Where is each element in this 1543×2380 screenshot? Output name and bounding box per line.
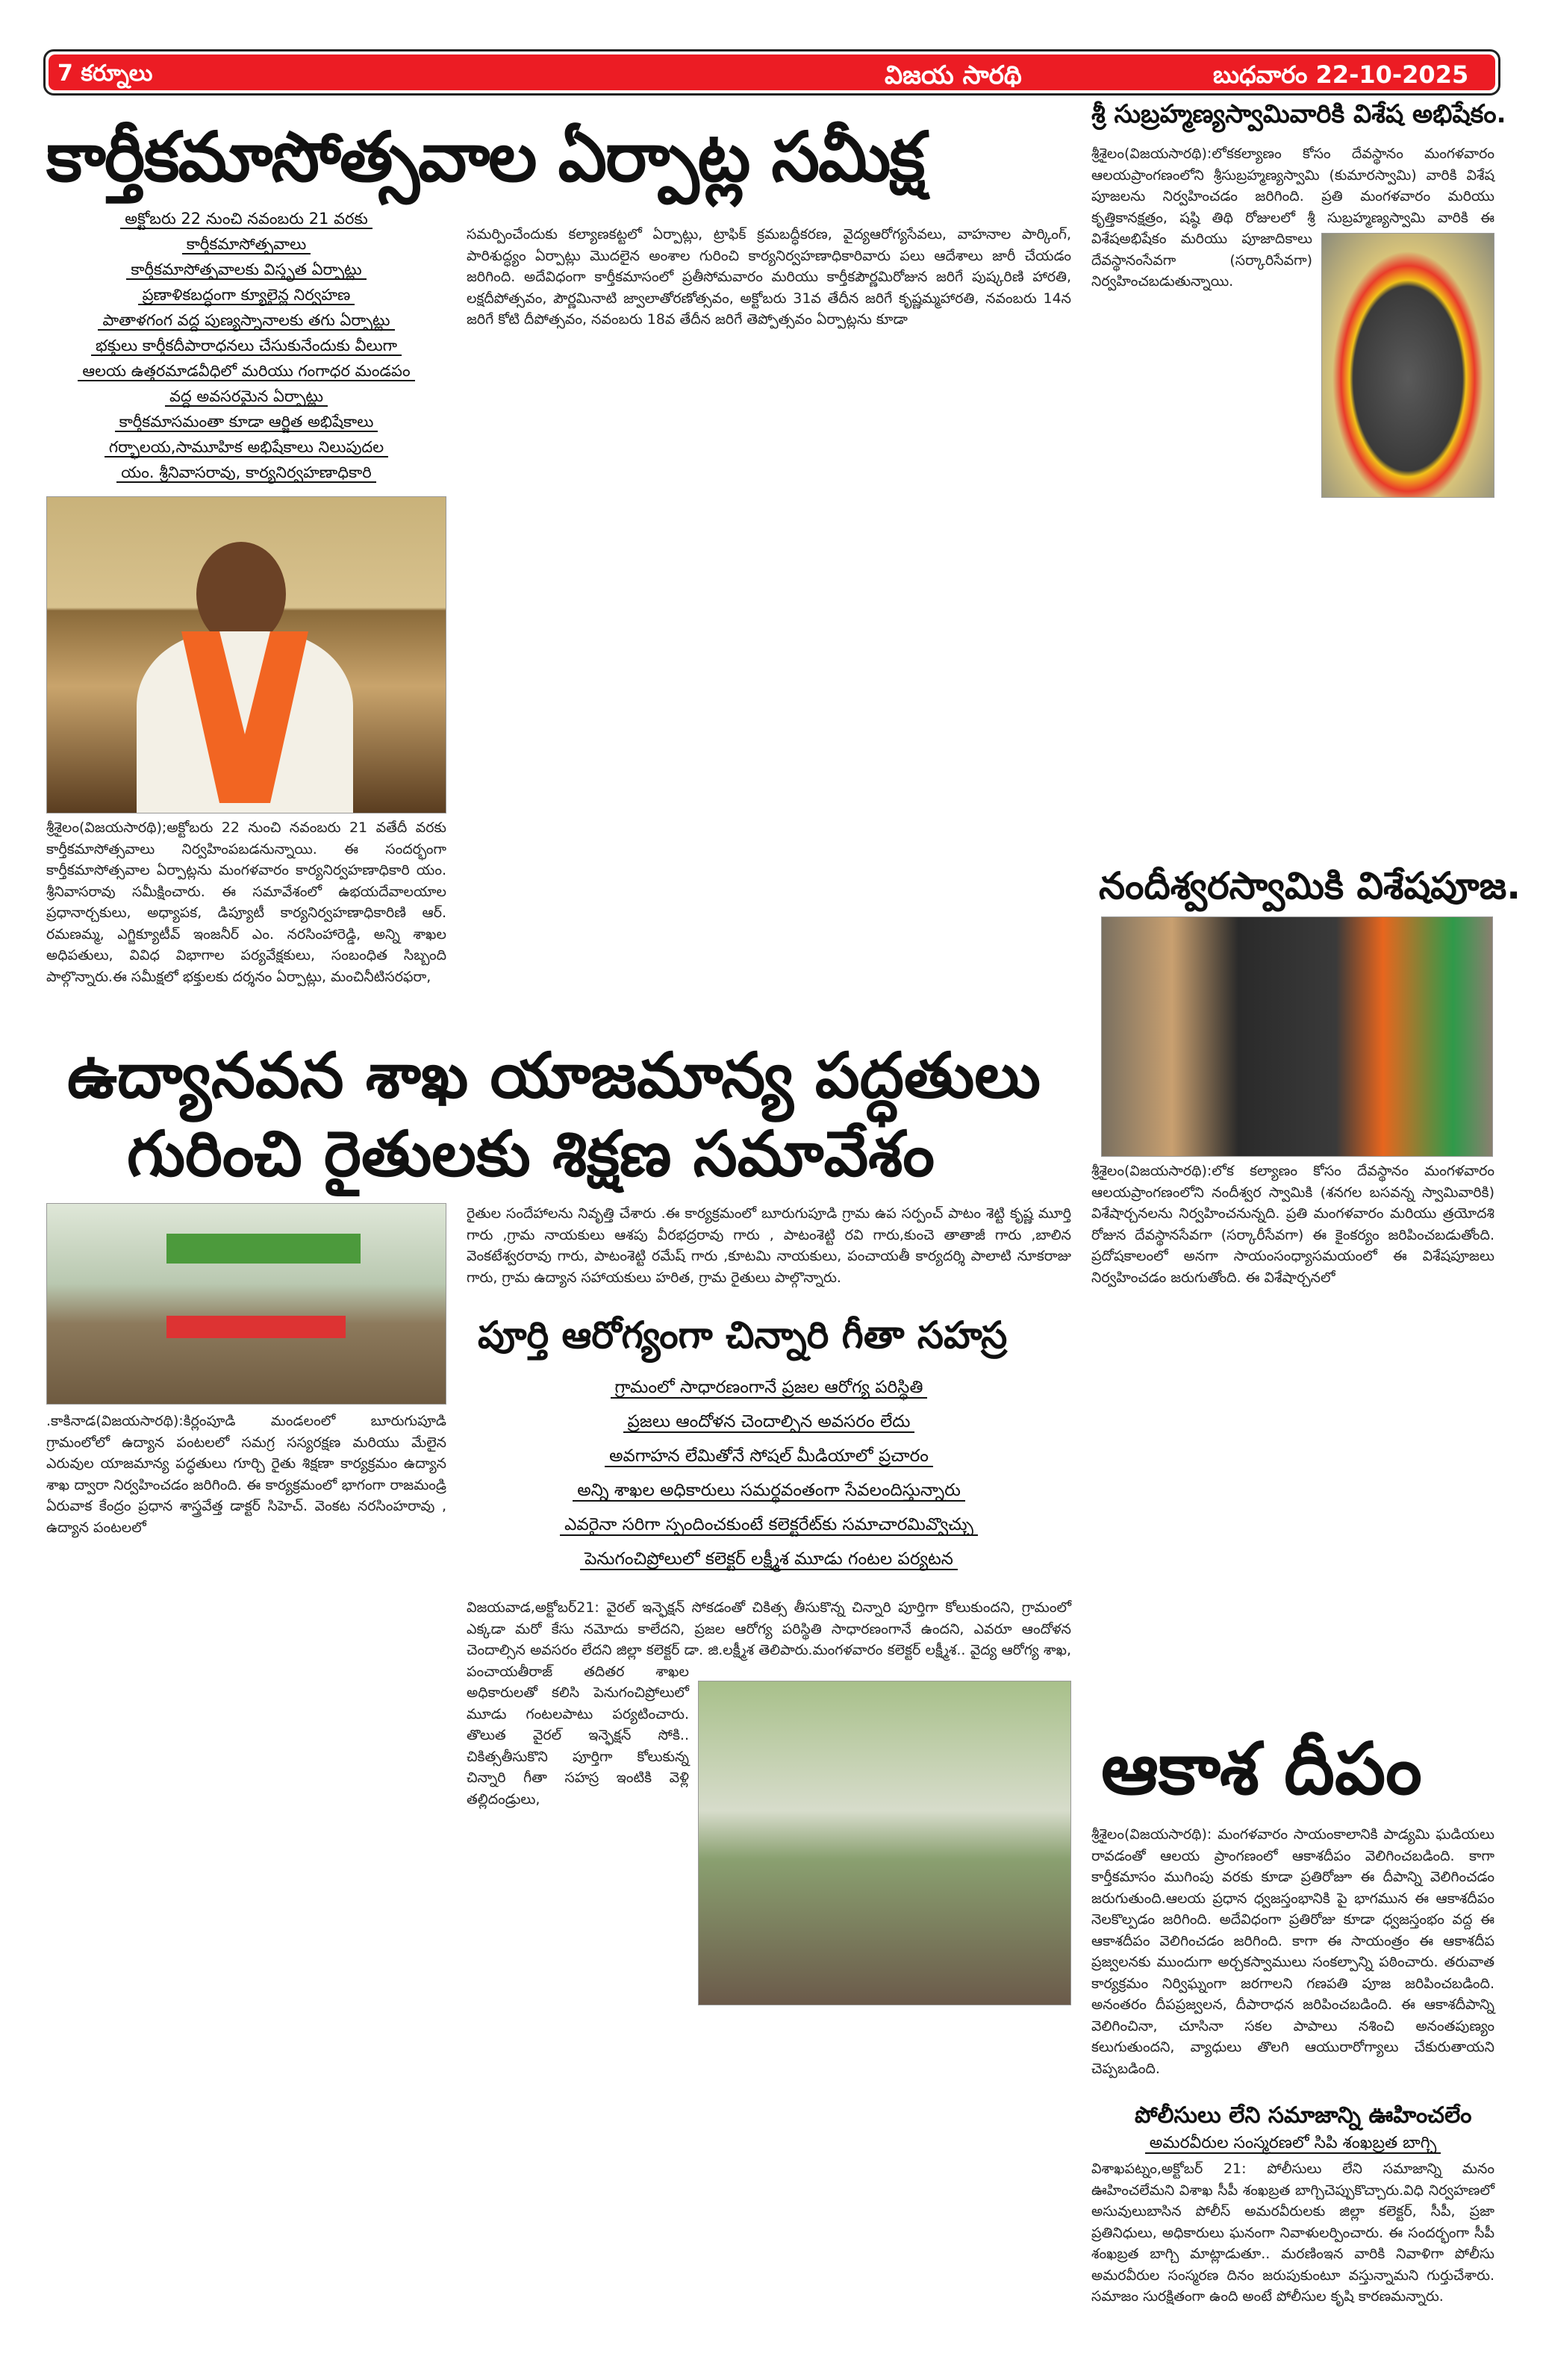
table [166,1316,346,1338]
subhead-text: అన్ని శాఖల అధికారులు సమర్థవంతంగా సేవలందిస్తున్నారు [573,1481,965,1502]
subhead-text: కార్తీకమాసోత్సవాలకు విస్తృత ఏర్పాట్లు [126,260,366,280]
gita-article [467,1597,1071,2010]
horticulture-body-left: .కాకినాడ(విజయసారథి):కిర్లంపూడి మండలంలో బూరుగుపూడి గ్రామంలోలో ఉద్యాన పంటలలో సమగ్ర సస్యరక్షణ మరియు మేలైన ఎరువుల యాజమాన్య పద్ధతులు గూర్చి రైతు శిక్షణా కార్యక్రమం ఉద్యాన శాఖ ద్వారా నిర్వహించడం జరిగింది. ఈ కార్యక్రమంలో భాగంగా రాజమండ్రి ఏరువాక కేంద్రం ప్రధాన శాస్త్రవేత్త డాక్టర్ సిహెచ్. వెంకట నరసింహరావు , ఉద్యాన పంటలలో [46,1413,446,1536]
subrahmanya-article [1091,143,1494,502]
subhead-text: అక్టోబరు 22 నుంచి నవంబరు 21 వరకు [120,210,372,229]
headline-subrahmanya: శ్రీ సుబ్రహ్మణ్యస్వామివారికి విశేష అభిషేకం. [1091,99,1506,129]
subhead-text: భక్తులు కార్తీకదీపారాధనలు చేసుకునేందుకు వీలుగా [91,337,402,356]
subhead-line [45,409,448,434]
subhead-text: కార్తీకమాసమంతా కూడా ఆర్జిత అభిషేకాలు [115,413,378,432]
page-header [43,49,1500,96]
photo-collector-visit [698,1681,1071,2005]
subhead-text: ఎవరైనా సరిగా స్పందించకుంటే కలెక్టరేట్‌కు సమాచారమివ్వొచ్చు [560,1515,978,1536]
banner [166,1234,361,1264]
akasa-body: శ్రీశైలం(విజయసారథి): మంగళవారం సాయంకాలానికి పాడ్యమి ఘడియలు రావడంతో ఆలయ ప్రాంగణంలో ఆకాశదీపం వెలిగించబడింది. కాగా కార్తీకమాసం ముగింపు వరకు కూడా ప్రతిరోజూ ఈ దీపాన్ని వెలిగించడం జరుగుతుంది.ఆలయ ప్రధాన ధ్వజస్తంభానికి పై భాగమున ఈ ఆకాశదీపం నెలకొల్పడం జరిగింది. అదేవిధంగా ప్రతిరోజు కూడా ధ్వజస్తంభం వద్ద ఈ ఆకాశదీపం వెలిగించడం జరిగింది. కాగా ఈ సాయంత్రం ఈ ఆకాశదీప ప్రజ్వలనకు ముందుగా అర్చకస్వాములు సంకల్పాన్ని పఠించారు. తరువాత కార్యక్రమం నిర్విఘ్నంగా జరగాలని గణపతి పూజ జరిపించబడింది. అనంతరం దీపప్రజ్వలన, దీపారాధన జరిపించబడింది. ఈ ఆకాశదీపాన్ని వెలిగించినా, చూసినా సకల పాపాలు నశించి అనంతపుణ్యం కలుగుతుందని, వ్యాధులు తొలగి ఆయురారోగ్యాలు చేకురుతాయని చెప్పబడింది. [1091,1826,1494,2077]
subhead-line [467,1370,1071,1405]
police-body: విశాఖపట్నం,అక్టోబర్ 21: పోలీసులు లేని సమాజాన్ని మనం ఊహించలేమని విశాఖ సీపీ శంఖబ్రత బాగ్చిచెప్పుకొచ్చారు.విధి నిర్వహణలో అసువులుబాసిన పోలీస్ అమరవీరులకు జిల్లా కలెక్టర్, సీపీ, ప్రజా ప్రతినిధులు, అధికారులు ఘనంగా నివాళులర్పించారు. ఈ సందర్భంగా సీపీ శంఖబ్రత బాగ్చి మాట్లాడుతూ.. మరణింఇన వారికి నివాళిగా పోలీసు అమరవీరుల సంస్మరణ దినం జరుపుకుంటూ వస్తున్నామని గుర్తుచేశారు. సమాజం సురక్షితంగా ఉంది అంటే పోలీసుల కృషి కారణమన్నారు. [1091,2161,1494,2305]
karthika-subheads [45,206,448,485]
subhead-line [45,307,448,333]
subhead-line [45,384,448,409]
headline-karthika: కార్తీకమాసోత్సవాల ఏర్పాట్ల సమీక్ష [46,117,924,197]
headline-gita: పూర్తి ఆరోగ్యంగా చిన్నారి గీతా సహస్ర [478,1314,1008,1357]
subhead-text: అవగాహన లేమితోనే సోషల్ మీడియాలో ప్రచారం [605,1446,933,1467]
photo-nandi-puja [1101,916,1493,1157]
subhead-text: కార్తీకమాసోత్సవాలు [182,235,311,254]
page-number-section: 7 కర్నూలు [57,60,153,87]
subhead-text: యం. శ్రీనివాసరావు, కార్యనిర్వహణాధికారి [116,463,375,483]
headline-akasa-deepam: ఆకాశ దీపం [1101,1727,1422,1811]
police-subhead [1091,2131,1494,2155]
karthika-body-left: శ్రీశైలం(విజయసారథి);అక్టోబరు 22 నుంచి నవంబరు 21 వతేదీ వరకు కార్తీకమాసోత్సవాలు నిర్వహింపబడనున్నాయి. ఈ సందర్భంగా కార్తీకమాసోత్సవాల ఏర్పాట్లను మంగళవారం కార్యనిర్వహణాధికారి యం. శ్రీనివాసరావు సమీక్షించారు. ఈ సమావేశంలో ఉభయదేవాలయాల ప్రధానార్చకులు, అధ్యాపక, డిప్యూటీ కార్యనిర్వహణాధికారిణి ఆర్. రమణమ్మ, ఎగ్జిక్యూటీవ్ ఇంజనీర్ ఎం. నరసింహారెడ్డి, అన్ని శాఖల అధిపతులు, వివిధ విభాగాల పర్యవేక్షకులు, సంబంధిత సిబ్బంది పాల్గొన్నారు.ఈ సమీక్షలో భక్తులకు దర్శనం ఏర్పాట్లు, మంచినీటిసరఫరా, [46,819,446,985]
horticulture-body-mid: రైతుల సందేహాలను నివృత్తి చేశారు .ఈ కార్యక్రమంలో బూరుగుపూడి గ్రామ ఉప సర్పంచ్ పాటం శెట్టి కృష్ణ మూర్తి గారు ,గ్రామ నాయకులు ఆశపు వీరభద్రరావు గారు , పాటంశెట్టి రవి గారు,కుంచె తాతాజీ గారు ,బాలిన వెంకటేశ్వరరావు గారు, పాటంశెట్టి రమేష్ గారు ,కూటమి నాయకులు, పంచాయతీ కార్యదర్శి పాలాటి నూకరాజు గారు, గ్రామ ఉద్యాన సహాయకులు హరిత, గ్రామ రైతులు పాల్గొన్నారు. [467,1205,1071,1286]
subhead-line [45,434,448,460]
police-subhead-text: అమరవీరుల సంస్మరణలో సిపి శంఖబ్రత బాగ్చి [1145,2134,1441,2154]
subhead-line [45,231,448,257]
subhead-text: గ్రామంలో సాధారణంగానే ప్రజల ఆరోగ్య పరిస్థితి [611,1378,928,1399]
subhead-text: పాతాళగంగ వద్ద పుణ్యస్నానాలకు తగు ఏర్పాట్లు [98,311,394,331]
subhead-text: వద్ద అవసరమైన ఏర్పాట్లు [165,387,328,407]
subhead-line [467,1405,1071,1439]
person-head [196,542,286,646]
headline-police: పోలీసులు లేని సమాజాన్ని ఊహించలేం [1135,2102,1472,2128]
gita-subheads [467,1370,1071,1576]
gita-body: విజయవాడ,అక్టోబర్21: వైరల్ ఇన్ఫెక్షన్ సోకడంతో చికిత్స తీసుకొన్న చిన్నారి పూర్తిగా కోలుకుందని, గ్రామంలో ఎక్కడా మరో కేసు నమోదు కాలేదని, ప్రజల ఆరోగ్య పరిస్థితి సాధారణంగానే ఉందని, ఎవరూ ఆందోళన చెందాల్సిన అవసరం లేదని జిల్లా కలెక్టర్ డా. జి.లక్ష్మీశ తెలిపారు.మంగళవారం కలెక్టర్ లక్ష్మీశ.. వైద్య ఆరోగ్య శాఖ, పంచాయతీరాజ్ తదితర శాఖల అధికారులతో కలిసి పెనుగంచిప్రోలులో మూడు గంటలపాటు పర్యటించారు. తొలుత వైరల్ ఇన్ఫెక్షన్ సోకి.. చికిత్సతీసుకొని పూర్తిగా కోలుకున్న చిన్నారి గీతా సహస్ర ఇంటికి వెళ్లి తల్లిదండ్రులు, [467,1599,1071,1808]
subhead-text: పెనుగంచిప్రోలులో కలెక్టర్ లక్ష్మీశ మూడు గంటల పర్యటన [580,1549,958,1570]
subhead-line [467,1508,1071,1542]
karthika-body-mid: సమర్పించేందుకు కల్యాణకట్టలో ఏర్పాట్లు, ట్రాఫిక్ క్రమబద్ధీకరణ, వైద్యఆరోగ్యసేవలు, వాహనాల పార్కింగ్, పారిశుద్ధ్యం ఏర్పాట్లు మొదలైన అంశాల గురించి కార్యనిర్వహణాధికారివారు పలు ఆదేశాలు జారీ చేయడం జరిగింది. అదేవిధంగా కార్తీకమాసంలో ప్రతీసోమవారం మరియు కార్తీకపౌర్ణమిరోజున జరిగే పుష్కరిణి హారతి, లక్షదీపోత్సవం, పౌర్ణమినాటి జ్వాలాతోరణోత్సవం, అక్టోబరు 31వ తేదీన జరిగే కృష్ణమ్మహారతి, నవంబరు 14న జరిగే కోటి దీపోత్సవం, నవంబరు 18వ తేదీన జరిగే తెప్పోత్సవం ఏర్పాట్లను కూడా [467,226,1071,328]
subhead-line [467,1473,1071,1508]
subhead-line [467,1542,1071,1576]
masthead: విజయ సారథి [885,60,1022,90]
headline-horticulture-2: గురించి రైతులకు శిక్షణ సమావేశం [127,1117,935,1190]
subhead-text: ప్రణాళికబద్ధంగా క్యూలైన్ల నిర్వహణ [138,286,355,305]
subhead-line [45,206,448,231]
photo-executive-officer [46,496,446,813]
subhead-line [45,282,448,307]
photo-subrahmanya-deity [1321,233,1494,498]
subhead-text: ప్రజలు ఆందోళన చెందాల్సిన అవసరం లేదు [623,1412,915,1433]
photo-farmers-meeting [46,1203,446,1405]
headline-horticulture-1: ఉద్యానవన శాఖ యాజమాన్య పద్ధతులు [67,1039,1041,1112]
subhead-line [467,1439,1071,1473]
subrahmanya-body: శ్రీశైలం(విజయసారథి):లోకకల్యాణం కోసం దేవస్థానం మంగళవారం ఆలయప్రాంగణంలోని శ్రీసుబ్రహ్మణ్యస్వామి (కుమారస్వామి) వారికి విశేష పూజలను నిర్వహించడం జరిగింది. ప్రతి మంగళవారం మరియు కృత్తికానక్షత్రం, షష్ఠి తిథి రోజులలో శ్రీ సుబ్రహ్మణ్యస్వామి వారికి ఈ విశేషఅభిషేకం మరియు పూజాదికాలు దేవస్థానంసేవగా (సర్కారిసేవగా) నిర్వహించబడుతున్నాయి. [1091,146,1494,290]
subhead-line [45,333,448,358]
nandi-body: శ్రీశైలం(విజయసారథి):లోక కల్యాణం కోసం దేవస్థానం మంగళవారం ఆలయప్రాంగణంలోని నందీశ్వర స్వామికి (శనగల బసవన్న స్వామివారికి) విశేషార్చనలను నిర్వహించనున్నది. ప్రతి మంగళవారం మరియు త్రయోదశి రోజున దేవస్థానసేవగా (సర్కారీసేవగా) ఈ కైంకర్యం జరిపించబడుతోంది. ప్రదోషకాలంలో అనగా సాయంసంధ్యాసమయంలో ఈ విశేషపూజలు నిర్వహించడం జరుగుతోంది. ఈ విశేషార్చనలో [1091,1163,1494,1286]
header-bar [49,54,1495,90]
date: బుధవారం 22-10-2025 [1213,60,1469,89]
subhead-line [45,460,448,485]
subhead-text: గర్భాలయ,సామూహిక అభిషేకాలు నిలుపుదల [105,438,388,457]
subhead-text: ఆలయ ఉత్తరమాడవీధిలో మరియు గంగాధర మండపం [78,362,414,381]
subhead-line [45,358,448,384]
subhead-line [45,257,448,282]
headline-nandi: నందీశ్వరస్వామికి విశేషపూజ. [1099,864,1521,908]
